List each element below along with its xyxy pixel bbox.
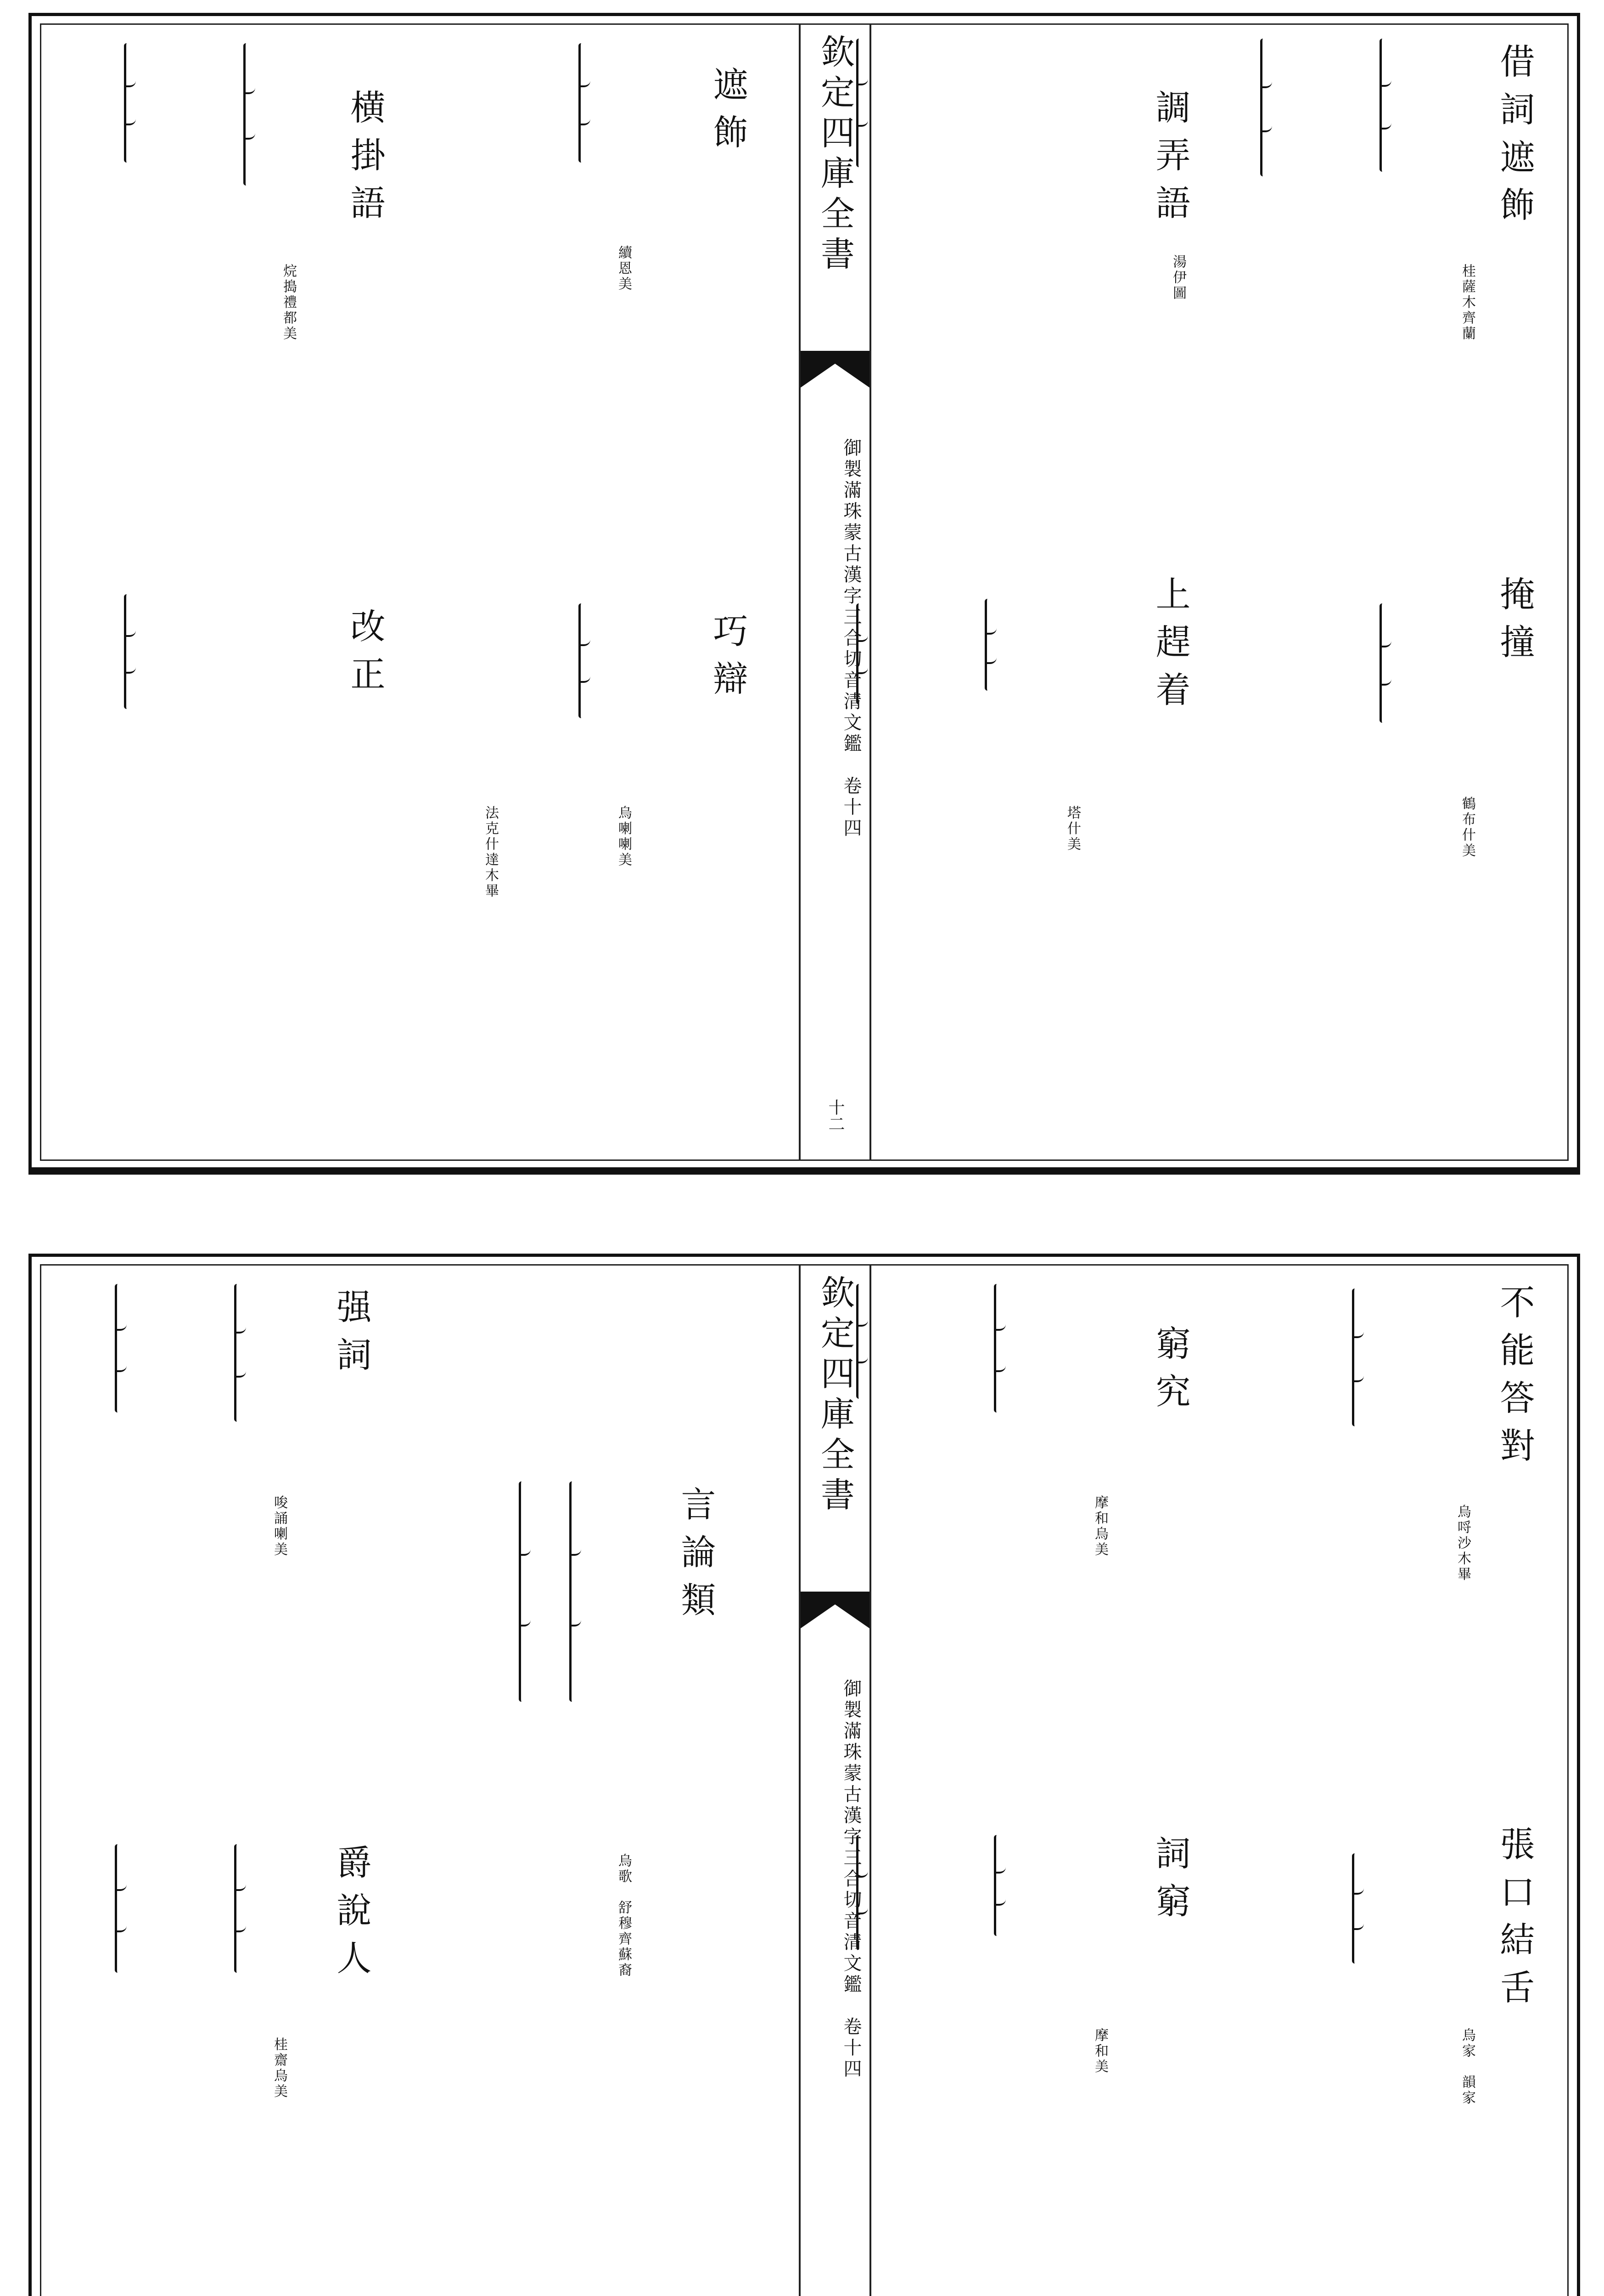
manchu-script-glyph xyxy=(1352,1853,1374,1964)
term-gloss: 烏歌 舒穆齊蘇裔 xyxy=(616,1853,632,1978)
term-heading: 遮飾 xyxy=(707,66,748,162)
manchu-script-glyph xyxy=(115,1844,137,1973)
manchu-script-glyph xyxy=(124,594,146,709)
term-heading: 改正 xyxy=(345,608,386,703)
term-heading: 窮究 xyxy=(1150,1325,1191,1421)
book-title: 欽定四庫全書 xyxy=(815,1275,855,1517)
manchu-script-glyph xyxy=(994,1284,1016,1412)
book-subtitle: 御製滿珠蒙古漢字三合切音清文鑑 卷十四 xyxy=(841,1679,862,2080)
term-heading: 上趕着 xyxy=(1150,576,1191,719)
bottom-sheet xyxy=(28,1254,1580,2296)
term-gloss: 桂薩木齊蘭 xyxy=(1459,264,1475,342)
term-heading: 借詞遮飾 xyxy=(1494,43,1535,234)
manchu-script-glyph xyxy=(578,43,601,163)
term-gloss: 烏喇喇美 xyxy=(616,805,632,868)
term-gloss: 塔什美 xyxy=(1065,805,1081,852)
term-heading: 掩撞 xyxy=(1494,576,1535,671)
bottom-sheet-frame xyxy=(40,1264,1569,2296)
term-heading: 爵說人 xyxy=(331,1844,372,1987)
manchu-script-glyph xyxy=(569,1481,592,1702)
term-gloss: 湯伊圖 xyxy=(1170,254,1186,301)
term-gloss: 法克什達木畢 xyxy=(482,805,499,899)
term-heading: 不能答對 xyxy=(1494,1284,1535,1475)
manchu-script-glyph xyxy=(1352,1289,1374,1426)
top-sheet xyxy=(28,13,1580,1175)
term-gloss: 續恩美 xyxy=(616,245,632,292)
folio-number: 十二 xyxy=(826,1099,845,1132)
term-heading: 巧辯 xyxy=(707,613,748,708)
term-heading: 調弄語 xyxy=(1150,89,1191,232)
manchu-script-glyph xyxy=(1380,39,1402,172)
fish-tail-mark xyxy=(801,1592,869,1628)
manchu-script-glyph xyxy=(124,43,146,163)
term-gloss: 鶴布什美 xyxy=(1459,796,1475,859)
book-subtitle: 御製滿珠蒙古漢字三合切音清文鑑 卷十四 xyxy=(841,438,862,839)
term-heading: 言論類 xyxy=(675,1486,716,1629)
term-heading: 詞窮 xyxy=(1150,1835,1191,1930)
term-gloss: 烷搗禮都美 xyxy=(280,264,297,342)
term-heading: 張口結舌 xyxy=(1494,1826,1535,2017)
term-gloss: 摩和美 xyxy=(1092,2028,1108,2075)
manchu-script-glyph xyxy=(243,43,266,186)
center-column xyxy=(799,25,871,1159)
manchu-script-glyph xyxy=(234,1284,257,1422)
term-heading: 强詞 xyxy=(331,1289,372,1384)
top-sheet-frame xyxy=(40,23,1569,1161)
manchu-script-glyph xyxy=(115,1284,137,1412)
manchu-script-glyph xyxy=(985,599,1007,691)
manchu-script-glyph xyxy=(994,1835,1016,1936)
term-heading: 横掛語 xyxy=(345,89,386,232)
center-column xyxy=(799,1266,871,2296)
term-gloss: 烏哷沙木畢 xyxy=(1455,1504,1471,1582)
term-gloss: 桂齋烏美 xyxy=(271,2037,287,2099)
fish-tail-mark xyxy=(801,351,869,388)
book-title: 欽定四庫全書 xyxy=(815,34,855,276)
term-gloss: 唆誦喇美 xyxy=(271,1495,287,1558)
manchu-script-glyph xyxy=(1260,39,1283,176)
term-gloss: 摩和烏美 xyxy=(1092,1495,1108,1558)
manchu-script-glyph xyxy=(578,603,601,718)
manchu-script-glyph xyxy=(1380,603,1402,723)
manchu-script-glyph xyxy=(519,1481,541,1702)
term-gloss: 烏家 韻家 xyxy=(1459,2028,1475,2106)
manchu-script-glyph xyxy=(234,1844,257,1973)
